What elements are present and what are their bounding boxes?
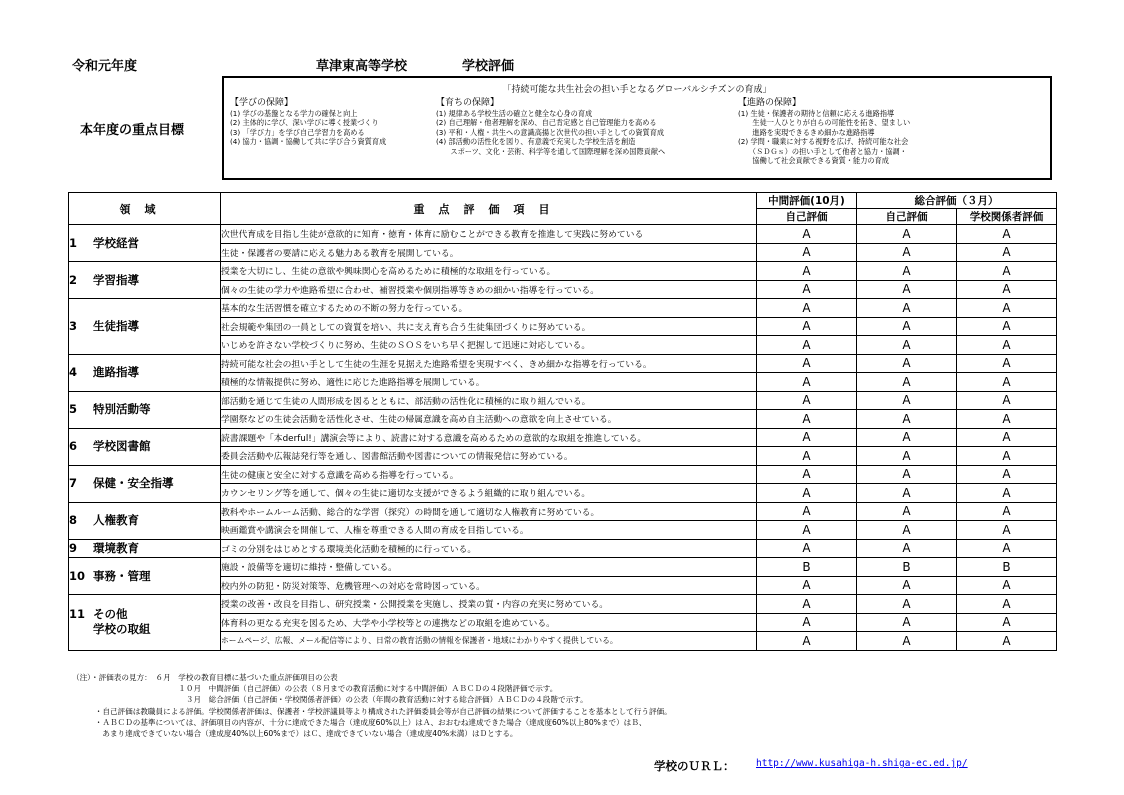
goal-heading: 【学びの保障】 bbox=[230, 98, 294, 108]
grade-midterm-self: A bbox=[757, 576, 857, 595]
grade-stakeholder: A bbox=[957, 391, 1057, 410]
grade-midterm-self: A bbox=[757, 410, 857, 429]
grade-stakeholder: B bbox=[957, 558, 1057, 577]
grade-final-self: A bbox=[857, 354, 957, 373]
grade-final-self: A bbox=[857, 391, 957, 410]
table-row bbox=[69, 225, 1057, 244]
note-line: ・自己評価は教職員による評価。学校関係者評価は、保護者・学校評議員等より構成された評価委員会等が自己評価の結果について評価することを基本として行う評価。 bbox=[72, 706, 672, 716]
goal-line: 進路を実現できるきめ細かな進路指導 bbox=[738, 127, 875, 137]
grade-stakeholder: A bbox=[957, 262, 1057, 281]
area-number: 9 bbox=[69, 540, 78, 555]
goal-line: (4) 部活動の活性化を図り、有意義で充実した学校生活を創造 bbox=[436, 137, 636, 147]
evaluation-item: 学園祭などの生徒会活動を活性化させ、生徒の帰属意識を高め自主活動への意欲を向上させている。 bbox=[221, 410, 757, 429]
goal-line: スポーツ、文化・芸術、科学等を通して国際理解を深め国際貢献へ bbox=[436, 146, 666, 156]
grade-midterm-self: A bbox=[757, 280, 857, 299]
grade-midterm-self: A bbox=[757, 354, 857, 373]
header-overall: 総合評価（３月） bbox=[857, 193, 1057, 209]
goal-line: 生徒一人ひとりが自らの可能性を拓き、望ましい bbox=[738, 118, 911, 128]
grade-midterm-self: A bbox=[757, 447, 857, 466]
school-name: 草津東高等学校 bbox=[316, 59, 408, 74]
header-self-eval-mid: 自己評価 bbox=[757, 209, 857, 225]
grade-midterm-self: A bbox=[757, 539, 857, 558]
grade-stakeholder: A bbox=[957, 502, 1057, 521]
grade-stakeholder: A bbox=[957, 632, 1057, 651]
note-line: ・ＡＢＣＤの基準については、評価項目の内容が、十分に達成できた場合（達成度60%以上）はＡ、おおむね達成できた場合（達成度60%以上80%まで）はＢ、 bbox=[72, 717, 647, 727]
grade-final-self: A bbox=[857, 521, 957, 540]
grade-final-self: A bbox=[857, 317, 957, 336]
area-cell bbox=[69, 465, 221, 502]
table-row bbox=[69, 354, 1057, 373]
grade-midterm-self: A bbox=[757, 391, 857, 410]
evaluation-item: 積極的な情報提供に努め、適性に応じた進路指導を展開している。 bbox=[221, 373, 757, 392]
table-row bbox=[69, 299, 1057, 318]
evaluation-item: カウンセリング等を通して、個々の生徒に適切な支援ができるよう組織的に取り組んでいる。 bbox=[221, 484, 757, 503]
grade-final-self: A bbox=[857, 502, 957, 521]
grade-final-self: A bbox=[857, 576, 957, 595]
area-name: 学校図書館 bbox=[93, 439, 151, 453]
grade-midterm-self: A bbox=[757, 243, 857, 262]
area-number: 7 bbox=[69, 476, 78, 490]
grade-stakeholder: A bbox=[957, 317, 1057, 336]
area-number: 5 bbox=[69, 402, 78, 416]
grade-midterm-self: A bbox=[757, 465, 857, 484]
grade-stakeholder: A bbox=[957, 613, 1057, 632]
grade-final-self: A bbox=[857, 428, 957, 447]
grade-final-self: A bbox=[857, 595, 957, 614]
evaluation-item: 委員会活動や広報誌発行等を通し、図書館活動や図書についての情報発信に努めている。 bbox=[221, 447, 757, 466]
grade-stakeholder: A bbox=[957, 447, 1057, 466]
grade-stakeholder: A bbox=[957, 225, 1057, 244]
evaluation-item: ホームページ、広報、メール配信等により、日常の教育活動の情報を保護者・地域にわかりやすく提供している。 bbox=[221, 632, 757, 651]
evaluation-item: いじめを許さない学校づくりに努め、生徒のＳＯＳをいち早く把握して迅速に対応している。 bbox=[221, 336, 757, 355]
evaluation-item: 体育科の更なる充実を図るため、大学や小学校等との連携などの取組を進めている。 bbox=[221, 613, 757, 632]
goals-label: 本年度の重点目標 bbox=[80, 123, 185, 138]
grade-stakeholder: A bbox=[957, 484, 1057, 503]
note-line: （注）・評価表の見方： ６月 学校の教育目標に基づいた重点評価項目の公表 bbox=[72, 673, 338, 682]
goal-line: 協働して社会貢献できる資質・能力の育成 bbox=[738, 156, 889, 166]
area-cell bbox=[69, 428, 221, 465]
area-cell bbox=[69, 502, 221, 539]
area-name: 学校経営 bbox=[93, 235, 139, 250]
evaluation-item: 持続可能な社会の担い手として生徒の生涯を見据えた進路希望を実現すべく、きめ細かな指導を行っている。 bbox=[221, 354, 757, 373]
grade-final-self: A bbox=[857, 243, 957, 262]
grade-stakeholder: A bbox=[957, 373, 1057, 392]
area-cell bbox=[69, 391, 221, 428]
goal-column-learning bbox=[230, 98, 386, 147]
evaluation-item: 読書課題や「本derful!」講演会等により、読書に対する意識を高めるための意欲的な取組を推進している。 bbox=[221, 428, 757, 447]
table-row bbox=[69, 465, 1057, 484]
grade-midterm-self: A bbox=[757, 613, 857, 632]
goal-line: (2) 学問・職業に対する視野を広げ、持続可能な社会 bbox=[738, 137, 909, 147]
grade-stakeholder: A bbox=[957, 280, 1057, 299]
note-line: あまり達成できていない場合（達成度40%以上60%まで）はＣ、達成できていない場合（達成度40%未満）はＤとする。 bbox=[72, 729, 518, 739]
area-name: 学習指導 bbox=[93, 272, 139, 287]
grade-final-self: A bbox=[857, 447, 957, 466]
area-name: 事務・管理 bbox=[93, 568, 151, 583]
goal-column-growth bbox=[436, 98, 665, 156]
area-name: 人権教育 bbox=[93, 513, 139, 527]
grade-midterm-self: A bbox=[757, 632, 857, 651]
header-self-eval-final: 自己評価 bbox=[857, 209, 957, 225]
evaluation-item: 基本的な生活習慣を確立するための不断の努力を行っている。 bbox=[221, 299, 757, 318]
grade-final-self: A bbox=[857, 613, 957, 632]
area-cell bbox=[69, 262, 221, 299]
area-number: 6 bbox=[69, 439, 78, 453]
goal-line: (4) 協力・協調・協働して共に学び合う資質育成 bbox=[230, 137, 387, 147]
header-area: 領域 bbox=[69, 193, 221, 225]
grade-stakeholder: A bbox=[957, 465, 1057, 484]
area-name: 特別活動等 bbox=[93, 402, 151, 416]
evaluation-item: 個々の生徒の学力や進路希望に合わせ、補習授業や個別指導等きめの細かい指導を行っている。 bbox=[221, 280, 757, 299]
grade-midterm-self: A bbox=[757, 225, 857, 244]
area-number: 8 bbox=[69, 513, 78, 527]
grade-final-self: A bbox=[857, 465, 957, 484]
grade-final-self: A bbox=[857, 225, 957, 244]
grade-stakeholder: A bbox=[957, 336, 1057, 355]
evaluation-item: 施設・設備等を適切に維持・整備している。 bbox=[221, 558, 757, 577]
grade-final-self: A bbox=[857, 484, 957, 503]
grade-final-self: A bbox=[857, 539, 957, 558]
area-cell bbox=[69, 299, 221, 355]
goal-line: (2) 自己理解・他者理解を深め、自己肯定感と自己管理能力を高める bbox=[436, 118, 657, 128]
grade-final-self: A bbox=[857, 373, 957, 392]
area-cell bbox=[69, 225, 221, 262]
grade-midterm-self: A bbox=[757, 428, 857, 447]
area-name: その他 bbox=[93, 607, 128, 622]
grade-final-self: A bbox=[857, 632, 957, 651]
area-name: 進路指導 bbox=[93, 365, 139, 379]
table-row bbox=[69, 502, 1057, 521]
area-name-line2: 学校の取組 bbox=[93, 622, 151, 637]
evaluation-item: 生徒・保護者の要請に応える魅力ある教育を展開している。 bbox=[221, 243, 757, 262]
grade-final-self: A bbox=[857, 410, 957, 429]
evaluation-item: ゴミの分別をはじめとする環境美化活動を積極的に行っている。 bbox=[221, 539, 757, 558]
evaluation-item: 社会規範や集団の一員としての資質を培い、共に支え育ち合う生徒集団づくりに努めている。 bbox=[221, 317, 757, 336]
grade-midterm-self: A bbox=[757, 484, 857, 503]
area-name: 保健・安全指導 bbox=[93, 476, 174, 490]
area-cell bbox=[69, 595, 221, 651]
grade-final-self: A bbox=[857, 280, 957, 299]
evaluation-table bbox=[68, 192, 1057, 651]
note-line: ３月 総合評価（自己評価・学校関係者評価）の公表（年間の教育活動に対する総合評価）ＡＢＣＤの４段階で示す。 bbox=[72, 695, 588, 705]
evaluation-item: 教科やホームルーム活動、総合的な学習（探究）の時間を通して適切な人権教育に努めている。 bbox=[221, 502, 757, 521]
grade-midterm-self: A bbox=[757, 373, 857, 392]
evaluation-item: 部活動を通じて生徒の人間形成を図るとともに、部活動の活性化に積極的に取り組んでいる。 bbox=[221, 391, 757, 410]
goal-line: （ＳＤＧｓ）の担い手として他者と協力・協調・ bbox=[738, 146, 907, 156]
grade-midterm-self: A bbox=[757, 502, 857, 521]
header-stakeholder-eval: 学校関係者評価 bbox=[957, 209, 1057, 225]
note-line: １０月 中間評価（自己評価）の公表（８月までの教育活動に対する中間評価）ＡＢＣＤの４段階評価で示す。 bbox=[72, 684, 558, 694]
grade-stakeholder: A bbox=[957, 243, 1057, 262]
grade-midterm-self: A bbox=[757, 521, 857, 540]
area-number: 10 bbox=[69, 568, 86, 583]
fiscal-year: 令和元年度 bbox=[72, 59, 138, 74]
area-name: 環境教育 bbox=[93, 540, 139, 555]
goals-box bbox=[222, 76, 1052, 180]
grade-stakeholder: A bbox=[957, 521, 1057, 540]
grade-midterm-self: A bbox=[757, 262, 857, 281]
table-row bbox=[69, 262, 1057, 281]
grade-stakeholder: A bbox=[957, 539, 1057, 558]
document-title: 学校評価 bbox=[462, 59, 515, 74]
grade-midterm-self: B bbox=[757, 558, 857, 577]
url-label: 学校のＵＲＬ： bbox=[654, 759, 735, 773]
evaluation-item: 次世代育成を目指し生徒が意欲的に知育・徳育・体育に励むことができる教育を推進して実践に努めている bbox=[221, 225, 757, 244]
grade-final-self: A bbox=[857, 262, 957, 281]
grade-final-self: A bbox=[857, 336, 957, 355]
header-midterm: 中間評価(10月) bbox=[757, 193, 857, 209]
area-cell bbox=[69, 354, 221, 391]
goal-column-career bbox=[738, 98, 910, 165]
notes bbox=[72, 672, 672, 739]
goals-title: 「持続可能な共生社会の担い手となるグローバルシチズンの育成」 bbox=[502, 85, 772, 95]
area-number: 11 bbox=[69, 607, 86, 622]
area-name: 生徒指導 bbox=[93, 318, 139, 333]
area-number: 2 bbox=[69, 272, 78, 287]
evaluation-item: 授業の改善・改良を目指し、研究授業・公開授業を実施し、授業の質・内容の充実に努めている。 bbox=[221, 595, 757, 614]
table-row bbox=[69, 428, 1057, 447]
evaluation-item: 校内外の防犯・防災対策等、危機管理への対応を常時図っている。 bbox=[221, 576, 757, 595]
evaluation-item: 授業を大切にし、生徒の意欲や興味関心を高めるために積極的な取組を行っている。 bbox=[221, 262, 757, 281]
area-number: 4 bbox=[69, 365, 78, 379]
goal-line: (1) 学びの基盤となる学力の確保と向上 bbox=[230, 109, 358, 118]
grade-stakeholder: A bbox=[957, 299, 1057, 318]
grade-stakeholder: A bbox=[957, 576, 1057, 595]
table-row bbox=[69, 391, 1057, 410]
evaluation-item: 映画鑑賞や講演会を開催して、人権を尊重できる人間の育成を目指している。 bbox=[221, 521, 757, 540]
area-cell bbox=[69, 558, 221, 595]
evaluation-item: 生徒の健康と安全に対する意識を高める指導を行っている。 bbox=[221, 465, 757, 484]
school-url-link[interactable]: http://www.kusahiga-h.shiga-ec.ed.jp/ bbox=[756, 758, 968, 769]
grade-final-self: B bbox=[857, 558, 957, 577]
grade-midterm-self: A bbox=[757, 336, 857, 355]
goal-line: (1) 生徒・保護者の期待と信頼に応える進路指導 bbox=[738, 109, 895, 118]
goal-line: (2) 主体的に学び、深い学びに導く授業づくり bbox=[230, 118, 379, 128]
goal-heading: 【育ちの保障】 bbox=[436, 98, 500, 108]
goal-line: (3) 平和・人権・共生への意識高揚と次世代の担い手としての資質育成 bbox=[436, 127, 665, 137]
grade-stakeholder: A bbox=[957, 595, 1057, 614]
goal-line: (1) 規律ある学校生活の確立と健全な心身の育成 bbox=[436, 109, 593, 118]
grade-midterm-self: A bbox=[757, 299, 857, 318]
table-row bbox=[69, 595, 1057, 614]
goal-heading: 【進路の保障】 bbox=[738, 98, 802, 108]
header-items: 重点評価項目 bbox=[221, 193, 757, 225]
grade-midterm-self: A bbox=[757, 317, 857, 336]
grade-stakeholder: A bbox=[957, 354, 1057, 373]
area-number: 1 bbox=[69, 235, 78, 250]
grade-stakeholder: A bbox=[957, 410, 1057, 429]
area-cell bbox=[69, 539, 221, 558]
table-row bbox=[69, 558, 1057, 577]
grade-midterm-self: A bbox=[757, 595, 857, 614]
goal-line: (3) 「学び力」を学び自己学習力を高める bbox=[230, 127, 365, 137]
grade-final-self: A bbox=[857, 299, 957, 318]
area-number: 3 bbox=[69, 318, 78, 333]
table-row bbox=[69, 539, 1057, 558]
grade-stakeholder: A bbox=[957, 428, 1057, 447]
